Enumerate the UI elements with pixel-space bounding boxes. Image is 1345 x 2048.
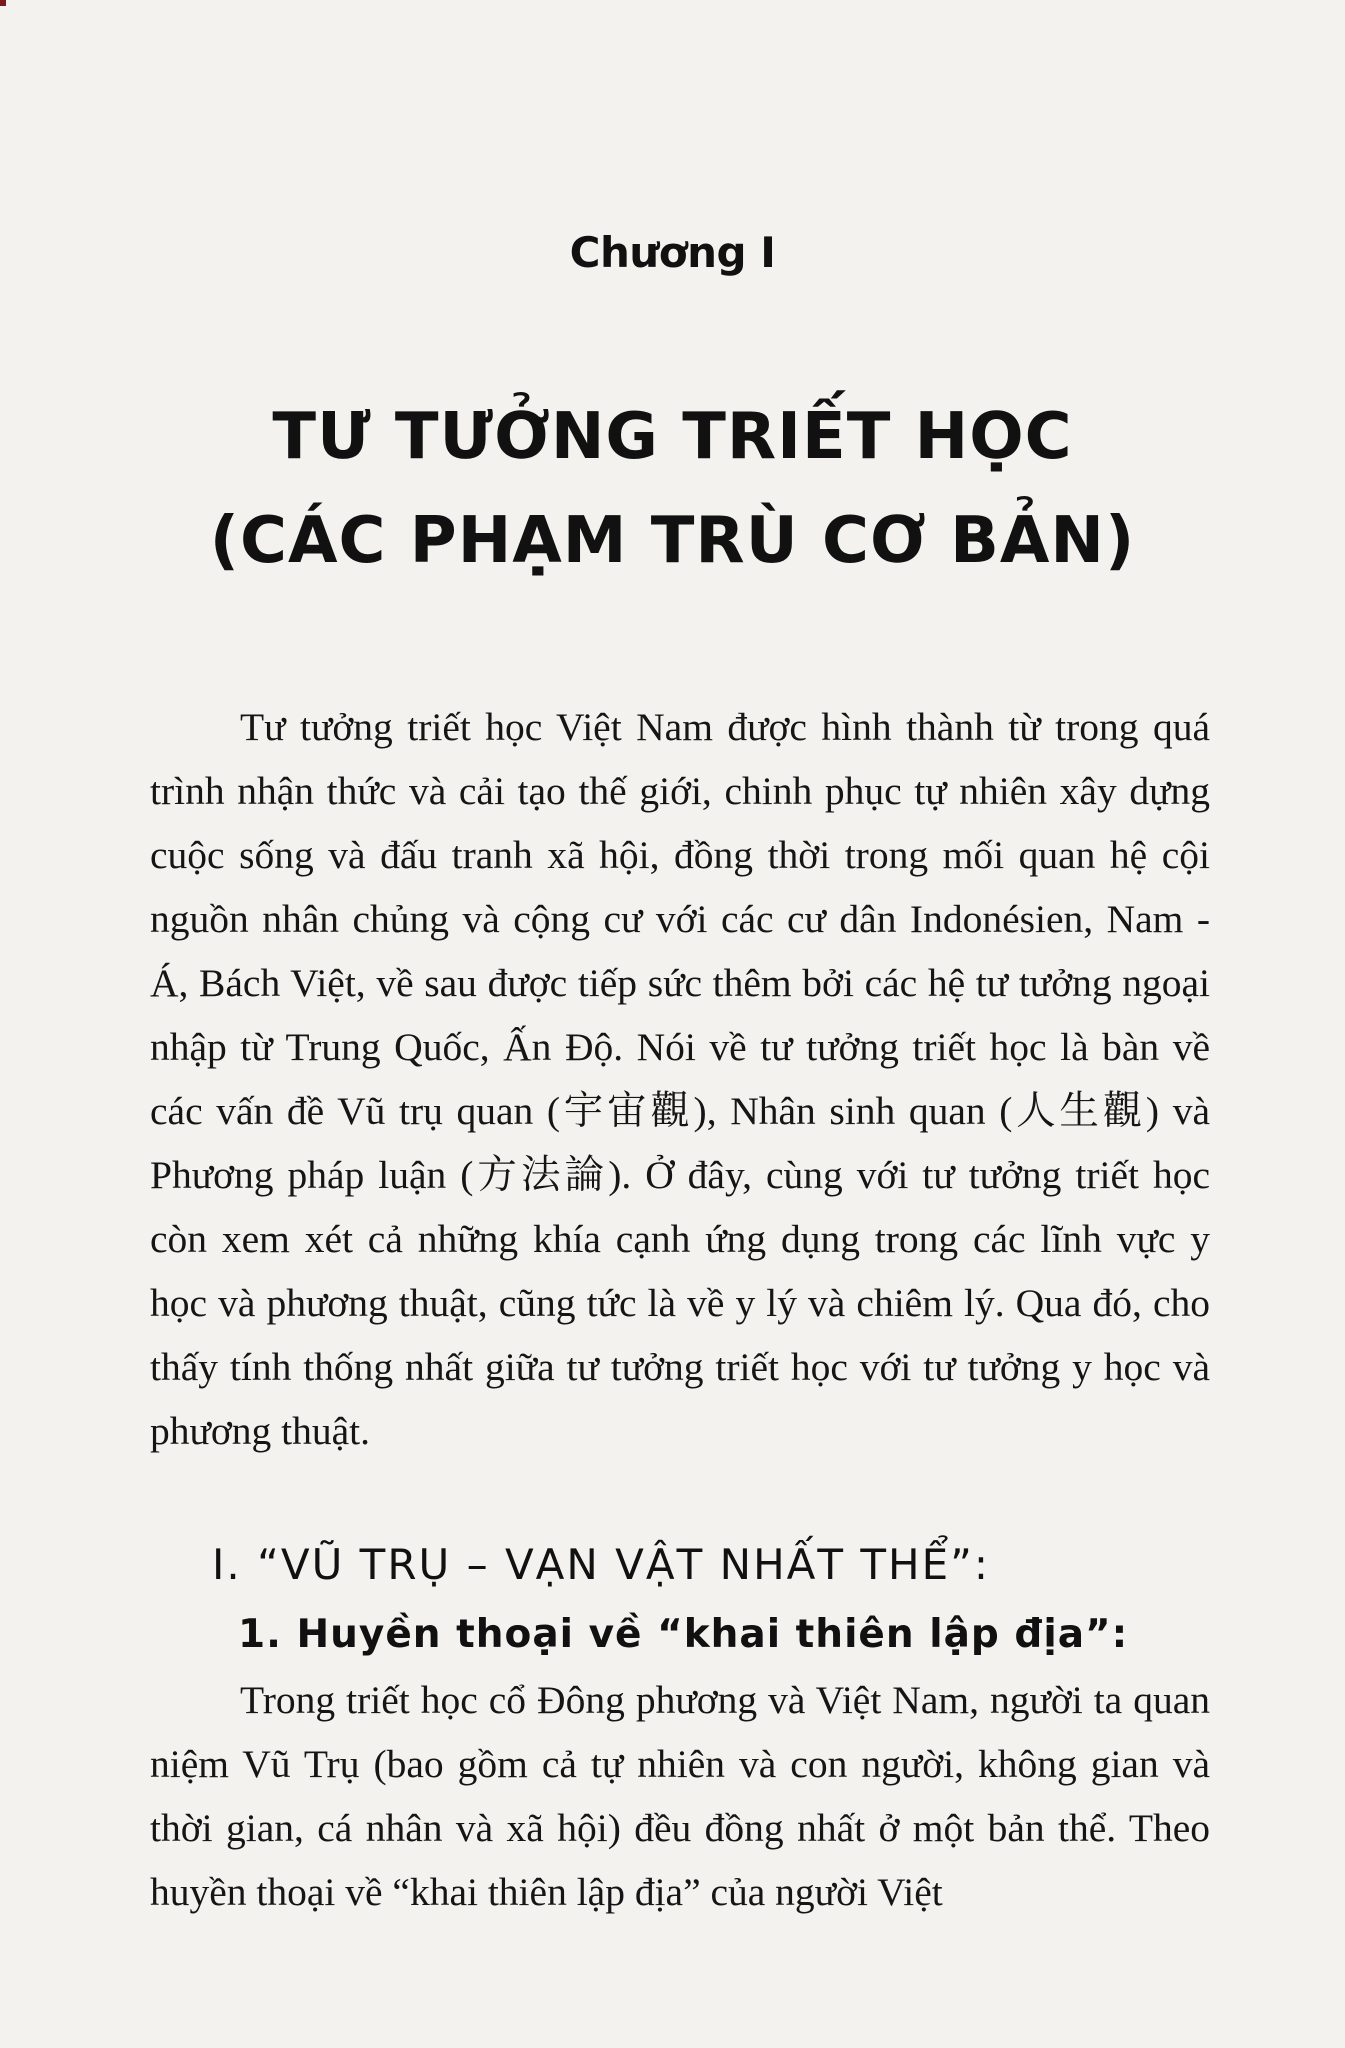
corner-mark [0,0,6,6]
subsection-heading: 1. Huyền thoại về “khai thiên lập địa”: [238,1612,1129,1657]
section-heading: I. “VŨ TRỤ – VẠN VẬT NHẤT THỂ”: [212,1540,991,1589]
chapter-title-line-2: (CÁC PHẠM TRÙ CƠ BẢN) [209,504,1136,578]
chapter-title [0,385,1345,593]
chapter-title-line-1: TƯ TƯỞNG TRIẾT HỌC [272,400,1073,474]
section-paragraph: Trong triết học cổ Đông phương và Việt Nam, người ta quan niệm Vũ Trụ (bao gồm cả tự nhiên và con người, không gian và thời gian, cá nhân và xã hội) đều đồng nhất ở một bản thể. Theo huyền thoại về “khai thiên lập địa” của người Việt [150,1678,1210,1914]
intro-section [150,695,1210,1463]
chapter-label: Chương I [569,228,776,277]
section-body [150,1668,1210,1924]
intro-paragraph: Tư tưởng triết học Việt Nam được hình thành từ trong quá trình nhận thức và cải tạo thế giới, chinh phục tự nhiên xây dựng cuộc sống và đấu tranh xã hội, đồng thời trong mối quan hệ cội nguồn nhân chủng và cộng cư với các cư dân Indonésien, Nam - Á, Bách Việt, về sau được tiếp sức thêm bởi các hệ tư tưởng ngoại nhập từ Trung Quốc, Ấn Độ. Nói về tư tưởng triết học là bàn về các vấn đề Vũ trụ quan (宇宙觀), Nhân sinh quan (人生觀) và Phương pháp luận (方法論). Ở đây, cùng với tư tưởng triết học còn xem xét cả những khía cạnh ứng dụng trong các lĩnh vực y học và phương thuật, cũng tức là về y lý và chiêm lý. Qua đó, cho thấy tính thống nhất giữa tư tưởng triết học với tư tưởng y học và phương thuật. [150,705,1210,1453]
